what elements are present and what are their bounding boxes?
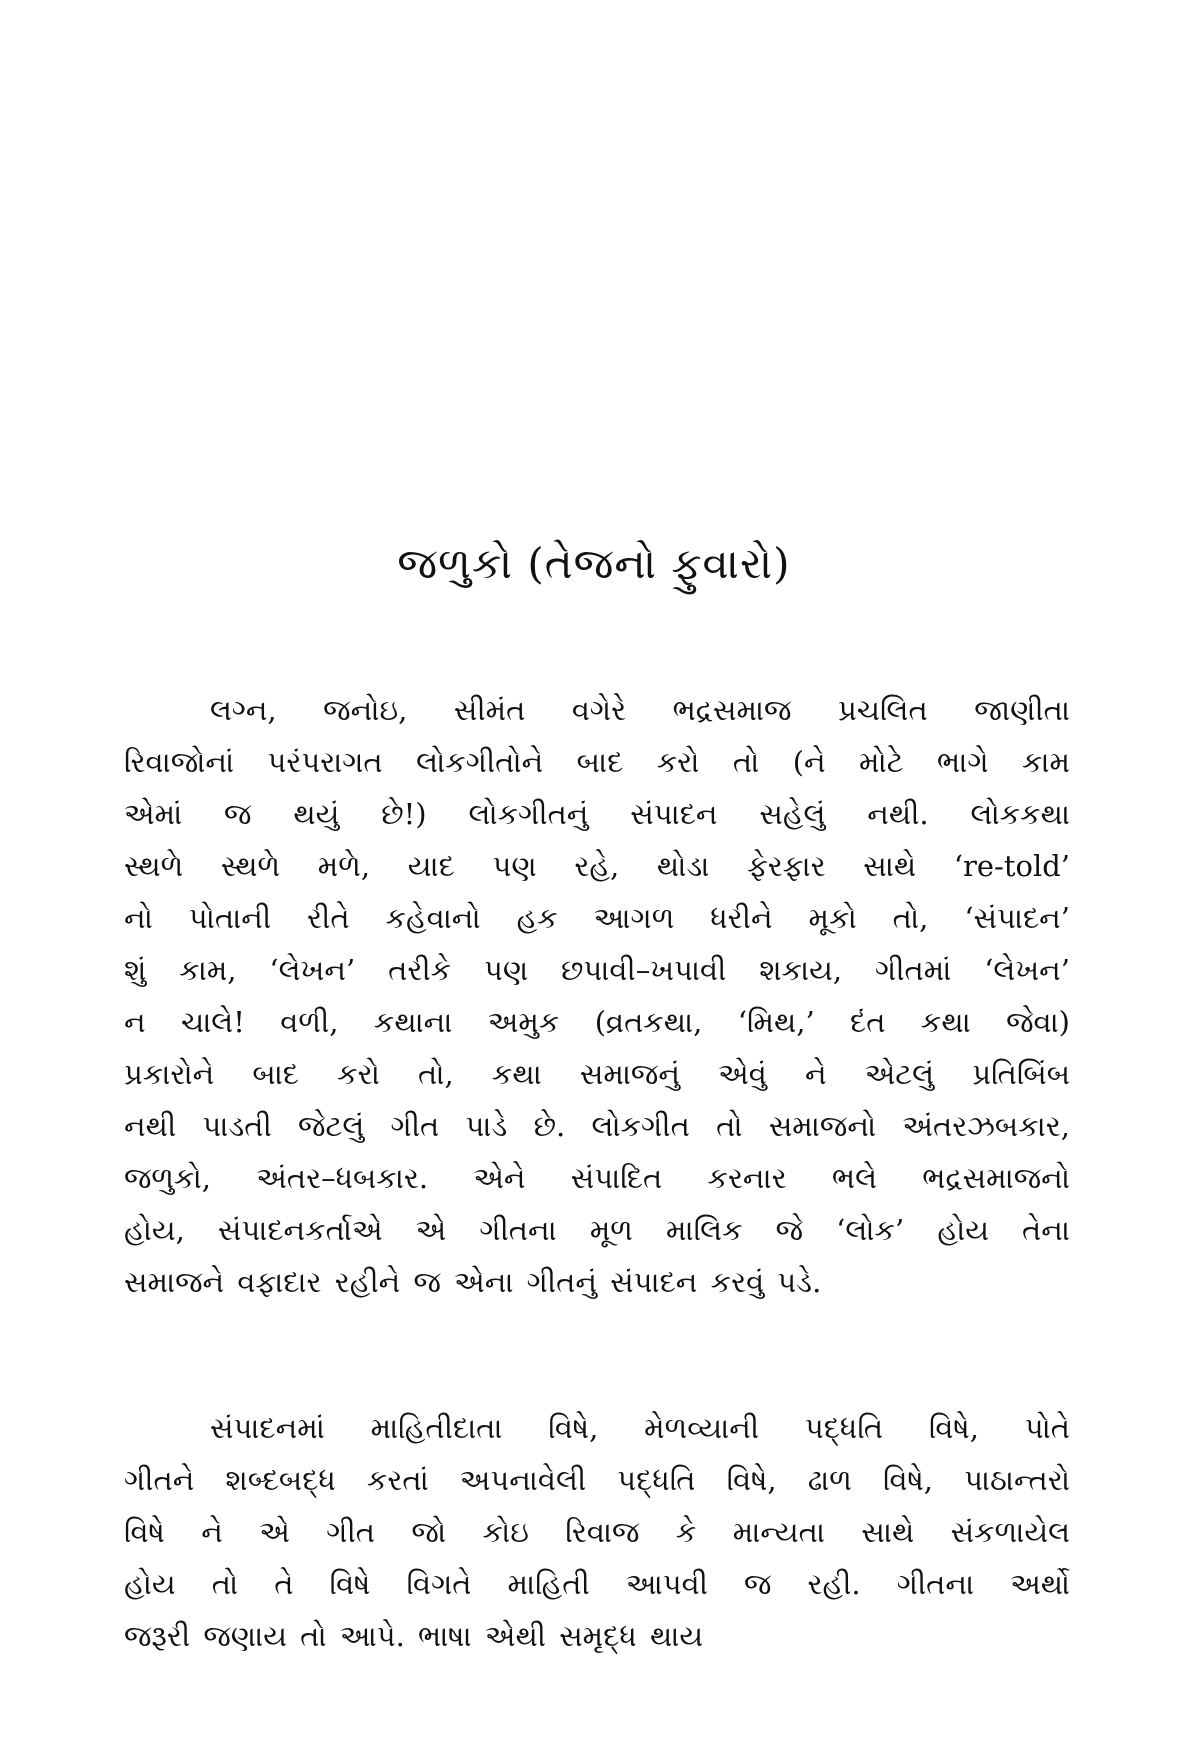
chapter-title: જળુકો (તેજનો ફુવારો)	[397, 539, 791, 588]
paragraph-1	[124, 684, 1070, 1308]
text-line: રિવાજોનાં પરંપરાગત લોકગીતોને બાદ કરો તો (ને મોટે ભાગે કામ	[124, 745, 1070, 779]
text-line: સમાજને વફાદાર રહીને જ એના ગીતનું સંપાદન કરવું પડે.	[124, 1265, 822, 1299]
text-line: ન ચાલે! વળી, કથાના અમુક (વ્રતકથા, ‘મિથ,’ દંત કથા જેવા)	[124, 1005, 1070, 1039]
text-line: નથી પાડતી જેટલું ગીત પાડે છે. લોકગીત તો સમાજનો અંતરઝબકાર,	[124, 1109, 1070, 1143]
text-line: લગ્ન, જનોઇ, સીમંત વગેરે ભદ્રસમાજ પ્રચલિત જાણીતા	[210, 693, 1070, 727]
text-line: હોય, સંપાદનકર્તાએ એ ગીતના મૂળ માલિક જે ‘લોક’ હોય તેના	[124, 1213, 1070, 1247]
text-line: સંપાદનમાં માહિતીદાતા વિષે, મેળવ્યાની પદ્ધતિ વિષે, પોતે	[210, 1411, 1070, 1445]
text-line: શું કામ, ‘લેખન’ તરીકે પણ છપાવી–ખપાવી શકાય, ગીતમાં ‘લેખન’	[124, 953, 1070, 987]
text-line: એમાં જ થયું છે!) લોકગીતનું સંપાદન સહેલું નથી. લોકકથા	[124, 797, 1070, 831]
text-line: જળુકો, અંતર–ધબકાર. એને સંપાદિત કરનાર ભલે ભદ્રસમાજનો	[124, 1161, 1070, 1195]
paragraph-2	[124, 1402, 1070, 1662]
text-line: જરૂરી જણાય તો આપે. ભાષા એથી સમૃદ્ધ થાય	[124, 1619, 704, 1653]
text-line: હોય તો તે વિષે વિગતે માહિતી આપવી જ રહી. ગીતના અર્થો	[124, 1567, 1070, 1601]
text-line: નો પોતાની રીતે કહેવાનો હક આગળ ધરીને મૂકો તો, ‘સંપાદન’	[124, 901, 1070, 935]
text-line: ગીતને શબ્દબદ્ધ કરતાં અપનાવેલી પદ્ધતિ વિષે, ઢાળ વિષે, પાઠાન્તરો	[124, 1463, 1070, 1497]
text-line: પ્રકારોને બાદ કરો તો, કથા સમાજનું એવું ને એટલું પ્રતિબિંબ	[124, 1057, 1070, 1091]
text-line: વિષે ને એ ગીત જો કોઇ રિવાજ કે માન્યતા સાથે સંકળાયેલ	[124, 1515, 1070, 1549]
text-line: સ્થળે સ્થળે મળે, યાદ પણ રહે, થોડા ફેરફાર સાથે ‘re-told’	[124, 849, 1070, 883]
